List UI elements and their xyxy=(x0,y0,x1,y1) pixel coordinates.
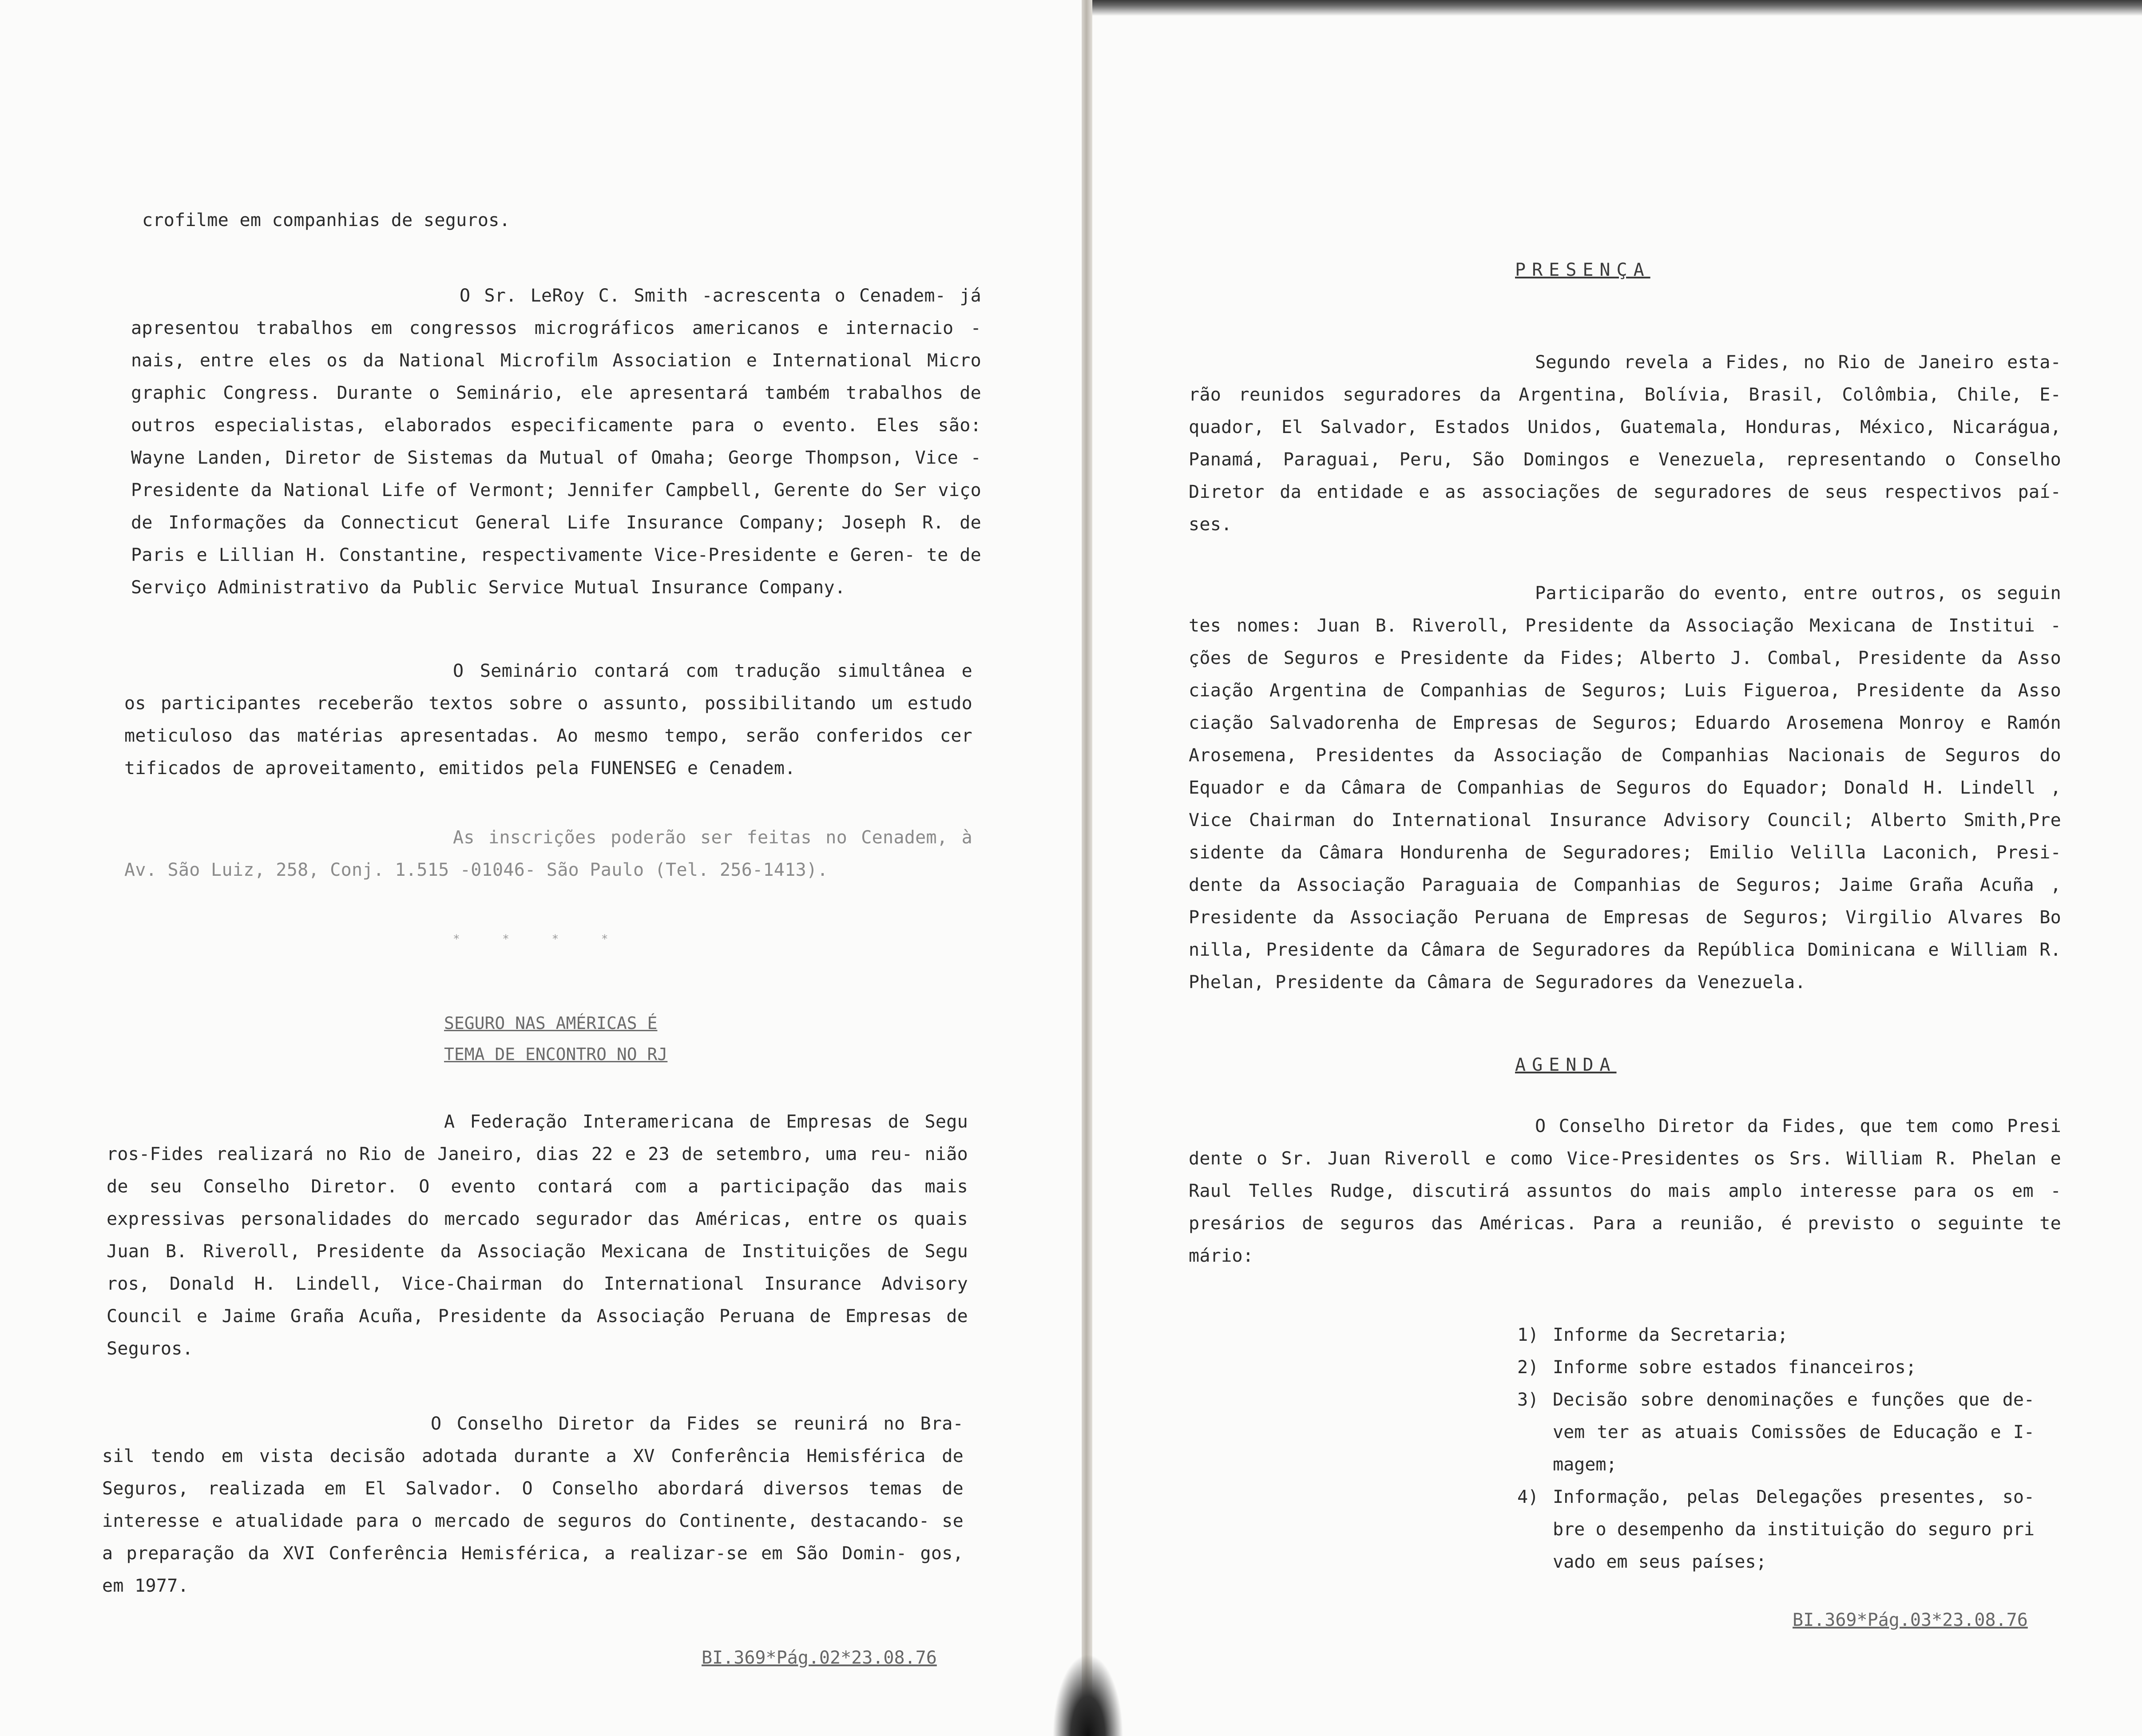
agenda-item-number: 2) xyxy=(1517,1357,1539,1378)
left-paragraph-conselho: O Conselho Diretor da Fides se reunirá no Bra- sil tendo em vista decisão adotada durante a XV Conferência Hemisférica de Seguros, realizada em El Salvador. O Conselho abordará diversos temas de interesse e atualidade para o mercado de seguros do Continente, destacando- se a preparação da XVI Conferência Hemisférica, a realizar-se em São Domin- gos, em 1977. xyxy=(102,1414,964,1596)
right-paragraph-agenda: O Conselho Diretor da Fides, que tem como Presi dente o Sr. Juan Riveroll e como Vice-Presidentes os Srs. William R. Phelan e Raul Telles Rudge, discutirá assuntos do mais amplo interesse para os em - presários de seguros das Américas. Para a reunião, é previsto o seguinte te mário: xyxy=(1189,1116,2061,1266)
spine-bottom-shadow xyxy=(1048,1643,1128,1736)
agenda-item-number: 3) xyxy=(1517,1390,1539,1410)
right-page-footer: BI.369*Pág.03*23.08.76 xyxy=(1793,1610,2028,1630)
left-page-footer: BI.369*Pág.02*23.08.76 xyxy=(702,1648,937,1668)
agenda-item xyxy=(1517,1481,2035,1578)
agenda-item-text: Decisão sobre denominações e funções que de- vem ter as atuais Comissões de Educação e I- magem; xyxy=(1553,1390,2035,1475)
heading-agenda: AGENDA xyxy=(1515,1055,1617,1075)
left-paragraph-seminario: O Seminário contará com tradução simultânea e os participantes receberão textos sobre o assunto, possibilitando um estudo meticuloso das matérias apresentadas. Ao mesmo tempo, serão conferidos cer tificados de aproveitamento, emitidos pela FUNENSEG e Cenadem. xyxy=(124,661,972,779)
agenda-item-text: Informe sobre estados financeiros; xyxy=(1553,1357,1916,1378)
right-paragraph-presenca: Segundo revela a Fides, no Rio de Janeiro esta- rão reunidos seguradores da Argentina, Bolívia, Brasil, Colômbia, Chile, E- quador, El Salvador, Estados Unidos, Guatemala, Honduras, México, Nicarágua, Panamá, Paraguai, Peru, São Domingos e Venezuela, representando o Conselho Diretor da entidade e as associações de seguradores de seus respectivos paí- ses. xyxy=(1189,352,2061,535)
right-paragraph-participantes: Participarão do evento, entre outros, os seguin tes nomes: Juan B. Riveroll, Presidente da Associação Mexicana de Institui - ções de Seguros e Presidente da Fides; Alberto J. Combal, Presidente da Asso ciação Argentina de Companhias de Seguros; Luis Figueroa, Presidente da Asso ciação Salvadorenha de Empresas de Seguros; Eduardo Arosemena Monroy e Ramón Arosemena, Presidentes da Associação de Companhias Nacionais de Seguros do Equador e da Câmara de Companhias de Seguros do Equador; Donald H. Lindell , Vice Chairman do International Insurance Advisory Council; Alberto Smith,Pre sidente da Câmara Hondurenha de Seguradores; Emilio Velilla Laconich, Presi- dente da Associação Paraguaia de Companhias de Seguros; Jaime Graña Acuña , Presidente da Associação Peruana de Empresas de Seguros; Virgilio Alvares Bo nilla, Presidente da Câmara de Seguradores da República Dominicana e William R. Phelan, Presidente da Câmara de Seguradores da Venezuela. xyxy=(1189,583,2061,993)
section-separator-stars: * * * * xyxy=(453,933,626,946)
page-top-edge-shadow xyxy=(1089,0,2142,16)
article-subheading-line-1: SEGURO NAS AMÉRICAS É xyxy=(444,1013,658,1033)
heading-presenca: PRESENÇA xyxy=(1515,260,1650,280)
agenda-item xyxy=(1517,1351,2035,1384)
agenda-item xyxy=(1517,1319,2035,1351)
agenda-item xyxy=(1517,1384,2035,1481)
left-paragraph-0: crofilme em companhias de seguros. xyxy=(142,210,510,230)
article-subheading-line-2: TEMA DE ENCONTRO NO RJ xyxy=(444,1045,668,1064)
book-spine-gutter xyxy=(1082,0,1092,1736)
left-paragraph-federacao: A Federação Interamericana de Empresas de Segu ros-Fides realizará no Rio de Janeiro, dias 22 e 23 de setembro, uma reu- nião de seu Conselho Diretor. O evento contará com a participação das mais expressivas personalidades do mercado segurador das Américas, entre os quais Juan B. Riveroll, Presidente da Associação Mexicana de Instituições de Segu ros, Donald H. Lindell, Vice-Chairman do International Insurance Advisory Council e Jaime Graña Acuña, Presidente da Associação Peruana de Empresas de Seguros. xyxy=(107,1112,968,1359)
agenda-list xyxy=(1517,1319,2035,1578)
agenda-item-text: Informe da Secretaria; xyxy=(1553,1325,1788,1345)
agenda-item-number: 1) xyxy=(1517,1325,1539,1345)
left-paragraph-inscricoes: As inscrições poderão ser feitas no Cenadem, à Av. São Luiz, 258, Conj. 1.515 -01046- São Paulo (Tel. 256-1413). xyxy=(124,827,972,880)
right-page xyxy=(1089,0,2142,1736)
left-paragraph-smith: O Sr. LeRoy C. Smith -acrescenta o Cenadem- já apresentou trabalhos em congressos micrográficos americanos e internacio - nais, entre eles os da National Microfilm Association e International Micro graphic Congress. Durante o Seminário, ele apresentará também trabalhos de outros especialistas, elaborados especificamente para o evento. Eles são: Wayne Landen, Diretor de Sistemas da Mutual of Omaha; George Thompson, Vice -Presidente da National Life of Vermont; Jennifer Campbell, Gerente do Ser viço de Informações da Connecticut General Life Insurance Company; Joseph R. de Paris e Lillian H. Constantine, respectivamente Vice-Presidente e Geren- te de Serviço Administrativo da Public Service Mutual Insurance Company. xyxy=(131,286,981,598)
agenda-item-text: Informação, pelas Delegações presentes, so- bre o desempenho da instituição do seguro pri vado em seus países; xyxy=(1553,1487,2035,1572)
agenda-item-number: 4) xyxy=(1517,1487,1539,1507)
